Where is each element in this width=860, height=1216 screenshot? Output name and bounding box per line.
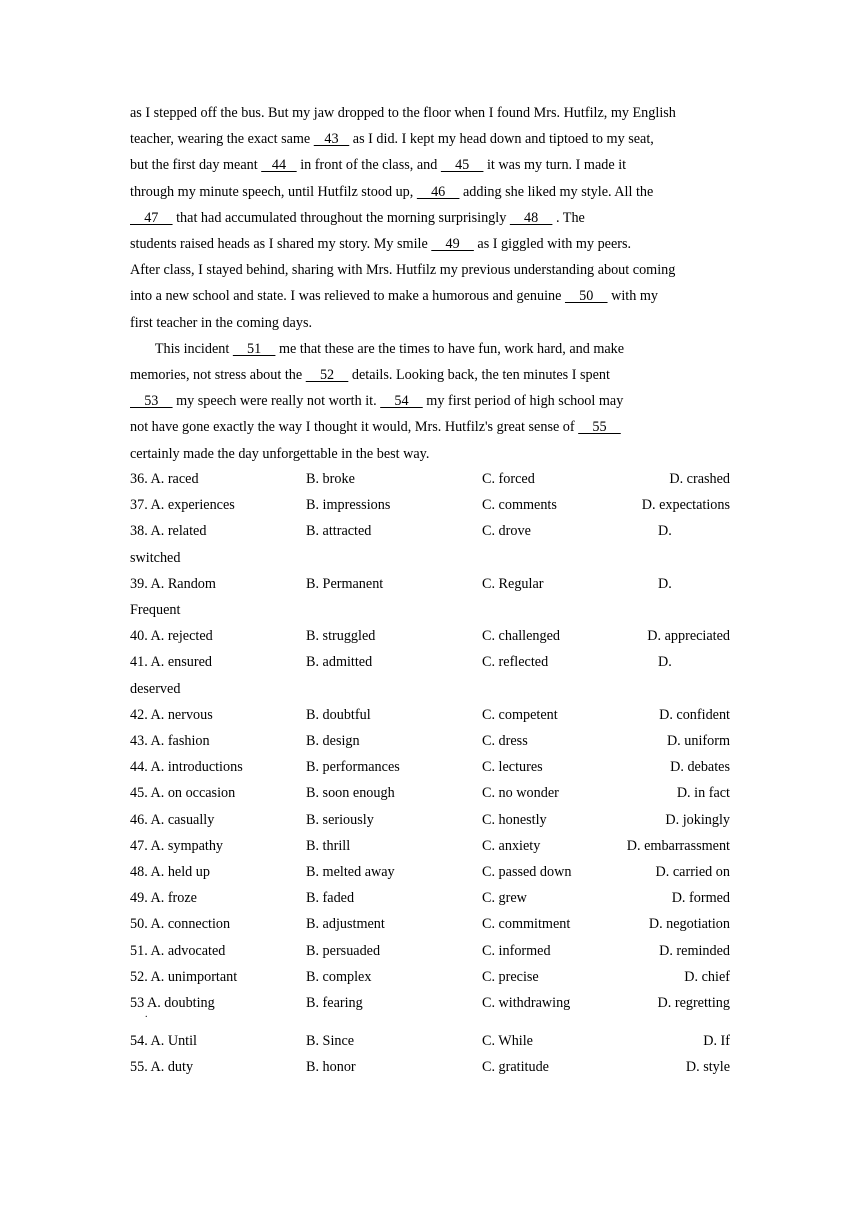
option-d: D. embarrassment <box>626 837 730 854</box>
option-b: B. Since <box>306 1033 355 1050</box>
option-a: 54. A. Until <box>130 1033 198 1050</box>
blank-number: 49 <box>431 236 474 252</box>
option-d: D. expectations <box>641 497 730 514</box>
option-b: B. impressions <box>306 497 391 514</box>
passage-text: but the first day meant <box>130 157 262 174</box>
option-d-wrap: Frequent <box>130 602 181 618</box>
passage-line <box>130 362 610 388</box>
passage-line <box>130 205 585 231</box>
passage-line <box>130 283 658 309</box>
passage-line <box>130 152 626 178</box>
option-a: 38. A. related <box>130 523 207 540</box>
option-a: 48. A. held up <box>130 864 210 880</box>
option-b: B. design <box>306 733 360 749</box>
passage-line <box>130 179 653 205</box>
blank-number: 54 <box>380 393 423 410</box>
option-c: C. no wonder <box>482 785 559 802</box>
option-d: D. formed <box>671 890 730 907</box>
option-b: B. performances <box>306 759 400 776</box>
passage-text: into a new school and state. I was relieved to make a humorous and genuine <box>130 288 565 305</box>
blank-number: 46 <box>416 183 460 200</box>
option-b: B. seriously <box>306 811 374 828</box>
option-d: D. confident <box>659 706 730 723</box>
option-a: 45. A. on occasion <box>130 785 236 802</box>
option-b: B. Permanent <box>306 575 384 592</box>
option-c: C. grew <box>482 890 527 907</box>
blank-number: 48 <box>509 209 553 226</box>
blank-number: 55 <box>578 419 621 436</box>
option-d: D. in fact <box>676 785 730 802</box>
passage-text: as I stepped off the bus. But my jaw dropped to the floor when I found Mrs. Hutfilz, my English <box>130 105 676 121</box>
option-a: 52. A. unimportant <box>130 968 238 985</box>
passage-text: memories, not stress about the <box>130 367 306 383</box>
blank-number: 47 <box>130 209 173 226</box>
option-a: 47. A. sympathy <box>130 837 224 854</box>
option-d: D. appreciated <box>647 628 730 645</box>
option-d: D. If <box>703 1033 730 1050</box>
option-a: 46. A. casually <box>130 811 215 828</box>
passage-text: my speech were really not worth it. <box>172 393 381 410</box>
option-c: C. anxiety <box>482 837 541 854</box>
option-b: B. fearing <box>306 995 363 1011</box>
passage-text: my first period of high school may <box>422 393 624 410</box>
blank-number: 44 <box>261 157 297 174</box>
blank-number: 45 <box>440 157 484 174</box>
option-b: B. soon enough <box>306 785 395 802</box>
option-a: 37. A. experiences <box>130 497 235 514</box>
passage-line <box>130 414 621 440</box>
option-a: 55. A. duty <box>130 1059 194 1076</box>
option-b: B. struggled <box>306 628 376 645</box>
stray-mark: . <box>145 1009 148 1020</box>
option-c: C. challenged <box>482 628 561 645</box>
option-d: D. regretting <box>657 995 730 1011</box>
option-d: D. carried on <box>655 864 730 880</box>
option-a: 39. A. Random <box>130 575 216 592</box>
option-c: C. precise <box>482 968 539 985</box>
option-b: B. attracted <box>306 523 372 540</box>
option-c: C. honestly <box>482 811 547 828</box>
passage-text: not have gone exactly the way I thought it would, Mrs. Hutfilz's great sense of <box>130 419 579 436</box>
option-b: B. adjustment <box>306 916 385 933</box>
option-c: C. informed <box>482 942 551 959</box>
option-d: D. crashed <box>669 471 730 487</box>
passage-line <box>130 126 654 152</box>
passage-text: with my <box>607 288 658 305</box>
passage-text: teacher, wearing the exact same <box>130 131 314 148</box>
option-a: 40. A. rejected <box>130 628 213 645</box>
option-d: D. <box>658 523 672 540</box>
passage-text: first teacher in the coming days. <box>130 314 313 331</box>
passage-text: as I did. I kept my head down and tiptoed to my seat, <box>349 131 654 148</box>
option-a: 41. A. ensured <box>130 654 212 671</box>
option-b: B. complex <box>306 968 372 985</box>
option-d: D. reminded <box>659 942 730 959</box>
option-d: D. style <box>685 1059 730 1076</box>
option-a: 53 A. doubting <box>130 995 215 1011</box>
passage-line <box>130 388 623 414</box>
blank-number: 53 <box>130 393 173 410</box>
passage-text: . The <box>552 209 585 226</box>
option-a: 36. A. raced <box>130 471 199 487</box>
option-a: 43. A. fashion <box>130 733 210 749</box>
passage-line <box>130 257 675 283</box>
option-c: C. dress <box>482 733 528 749</box>
passage-text: adding she liked my style. All the <box>459 183 654 200</box>
option-d-wrap: deserved <box>130 680 181 697</box>
passage-text: that had accumulated throughout the morning surprisingly <box>172 209 510 226</box>
option-c: C. gratitude <box>482 1059 549 1076</box>
option-c: C. lectures <box>482 759 543 776</box>
blank-number: 43 <box>313 131 350 148</box>
passage-text: through my minute speech, until Hutfilz stood up, <box>130 183 417 200</box>
option-c: C. competent <box>482 706 558 723</box>
passage-text: After class, I stayed behind, sharing with Mrs. Hutfilz my previous understanding about coming <box>130 262 676 279</box>
option-c: C. forced <box>482 471 535 487</box>
blank-number: 52 <box>305 367 349 383</box>
option-c: C. drove <box>482 523 531 540</box>
option-b: B. persuaded <box>306 942 381 959</box>
option-a: 49. A. froze <box>130 890 197 907</box>
option-b: B. melted away <box>306 864 395 880</box>
passage-line <box>130 310 312 336</box>
option-b: B. honor <box>306 1059 356 1076</box>
passage-text: as I giggled with my peers. <box>473 236 632 252</box>
blank-number: 50 <box>564 288 608 305</box>
option-c: C. comments <box>482 497 557 514</box>
option-c: C. commitment <box>482 916 571 933</box>
option-d: D. debates <box>670 759 730 776</box>
option-d: D. <box>658 654 672 671</box>
passage-text: This incident <box>130 340 233 357</box>
passage-text: details. Looking back, the ten minutes I spent <box>348 367 610 383</box>
option-d: D. jokingly <box>665 811 730 828</box>
passage-text: me that these are the times to have fun, work hard, and make <box>275 340 625 357</box>
option-a: 51. A. advocated <box>130 942 226 959</box>
option-d-wrap: switched <box>130 549 181 566</box>
option-c: C. reflected <box>482 654 549 671</box>
option-a: 44. A. introductions <box>130 759 243 776</box>
option-b: B. doubtful <box>306 706 371 723</box>
blank-number: 51 <box>232 340 276 357</box>
option-b: B. thrill <box>306 837 351 854</box>
option-d: D. <box>658 575 672 592</box>
passage-line <box>130 100 676 126</box>
passage-text: it was my turn. I made it <box>483 157 627 174</box>
passage-line <box>130 231 631 257</box>
option-c: C. withdrawing <box>482 995 571 1011</box>
option-c: C. While <box>482 1033 533 1050</box>
option-a: 42. A. nervous <box>130 706 213 723</box>
option-d: D. negotiation <box>648 916 730 933</box>
option-a: 50. A. connection <box>130 916 231 933</box>
passage-text: certainly made the day unforgettable in the best way. <box>130 445 430 462</box>
option-b: B. broke <box>306 471 355 487</box>
option-d: D. uniform <box>666 733 730 749</box>
passage-text: in front of the class, and <box>296 157 441 174</box>
option-c: C. Regular <box>482 575 544 592</box>
passage-text: students raised heads as I shared my story. My smile <box>130 236 432 252</box>
option-c: C. passed down <box>482 864 572 880</box>
passage-line <box>130 336 624 362</box>
passage-line <box>130 441 429 467</box>
option-b: B. admitted <box>306 654 373 671</box>
option-b: B. faded <box>306 890 355 907</box>
option-d: D. chief <box>684 968 730 985</box>
